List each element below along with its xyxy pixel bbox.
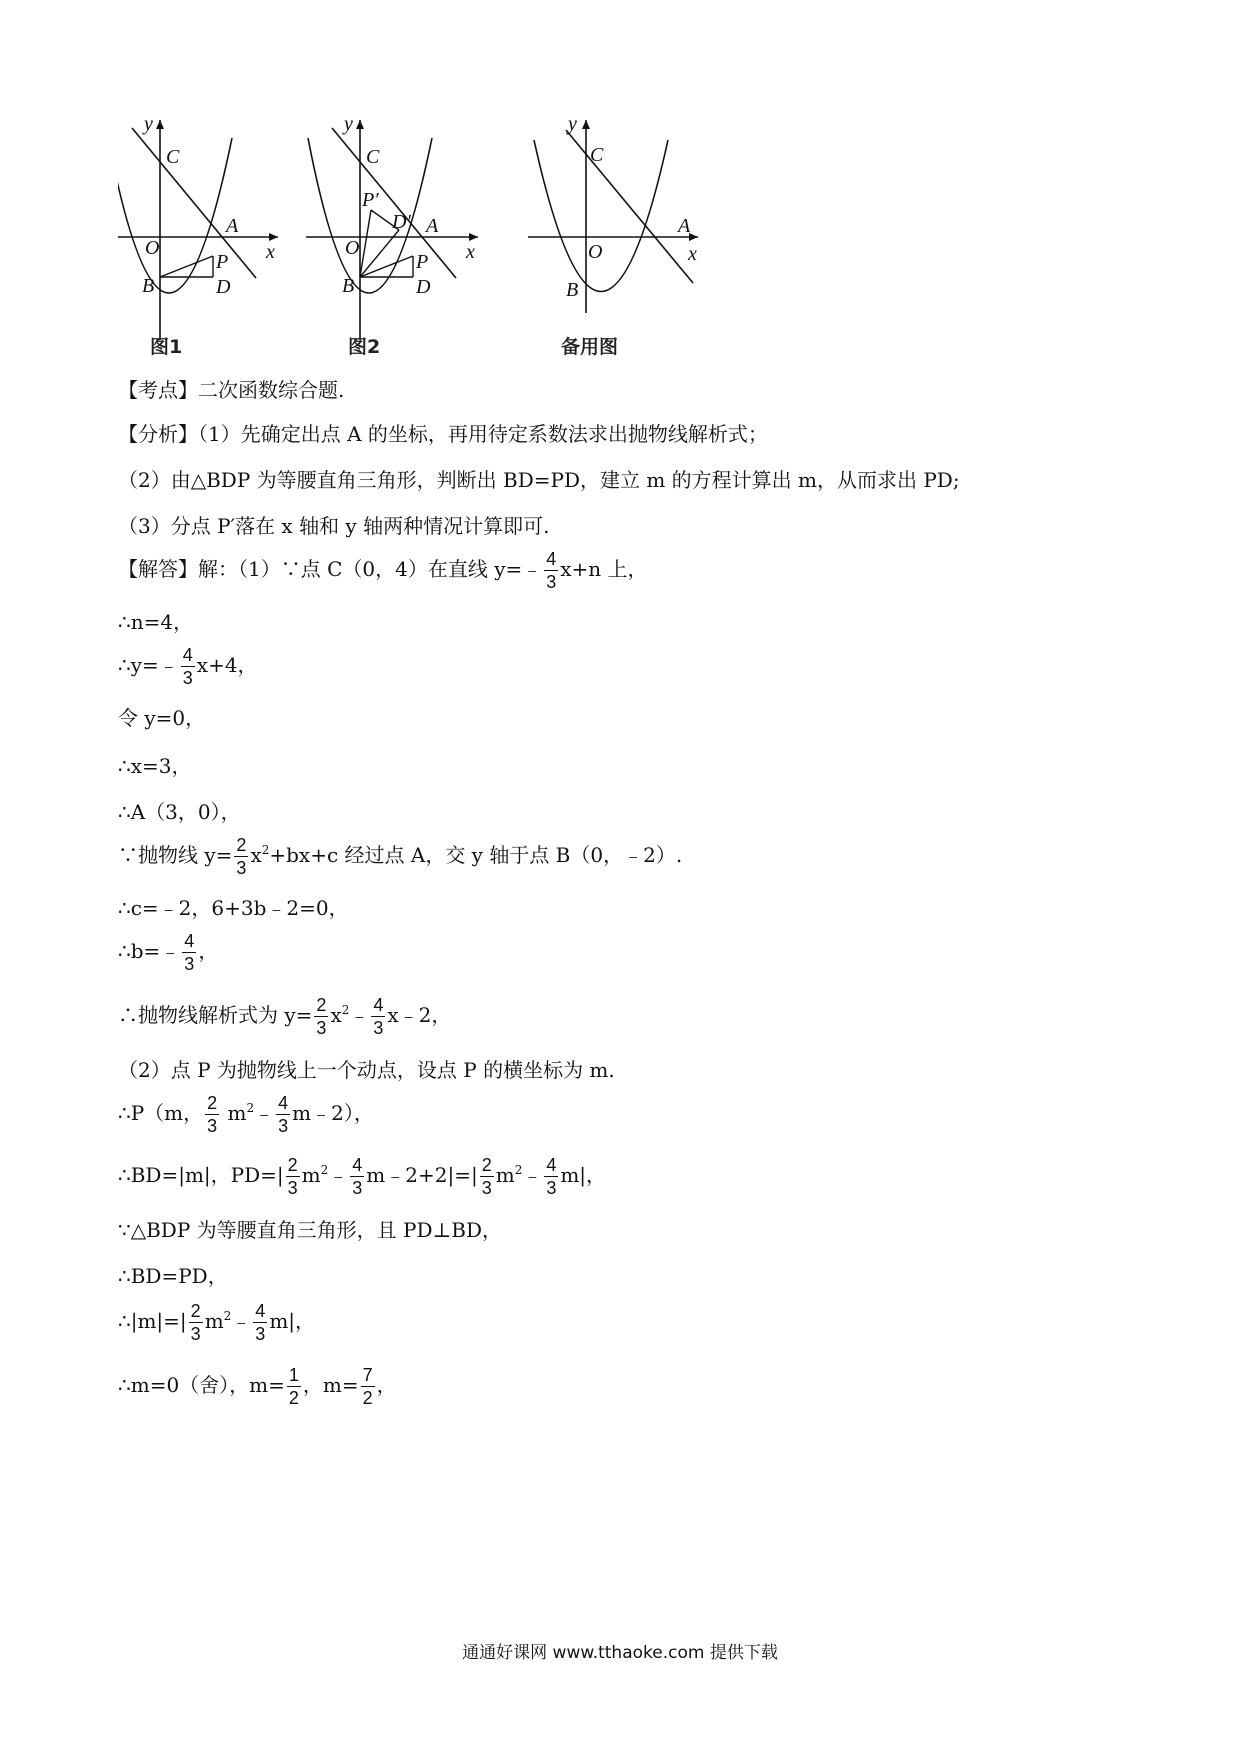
fig2-label-p: P bbox=[416, 251, 429, 273]
fig3-label-a: A bbox=[678, 215, 691, 237]
fig1-label-d: D bbox=[216, 276, 231, 298]
fig2-label-d-prime: D′ bbox=[392, 211, 411, 233]
fenxi-line: 【分析】（1）先确定出点 A 的坐标，再用待定系数法求出抛物线解析式； bbox=[118, 422, 768, 446]
figure-group bbox=[118, 118, 790, 402]
fig2-label-p-prime: P′ bbox=[362, 189, 379, 211]
step-x: ∴x=3， bbox=[118, 754, 192, 778]
fig1-label-c: C bbox=[166, 146, 180, 168]
step-point-p: ∴P（m， $\frac{2}{3}$ $m^2﹣$ $\frac{4}{3}$ m﹣2）， bbox=[118, 1093, 374, 1136]
step-bd-eq-pd: ∴BD=PD， bbox=[118, 1264, 228, 1288]
step-point-a: ∴A（3，0）， bbox=[118, 800, 241, 824]
fig1-label-o: O bbox=[145, 237, 160, 259]
fig2-label-y: y bbox=[344, 118, 353, 135]
fig3-label-c: C bbox=[590, 144, 604, 166]
fig2-label-x: x bbox=[466, 241, 475, 263]
fig3-label-b: B bbox=[566, 279, 579, 301]
step-let-y: 令 y=0， bbox=[118, 706, 206, 730]
fig1-label-a: A bbox=[226, 215, 239, 237]
step-b: ∴b=﹣ $\frac{4}{3}$ ， bbox=[118, 931, 219, 974]
step-line-eq: ∴y=﹣ $\frac{4}{3}$ x+4， bbox=[118, 645, 258, 688]
step-bd-pd: ∴BD=|m|，PD=| $\frac{2}{3}$ $m^2﹣$ $\frac{4}{3}$ m﹣2+2|=| $\frac{2}{3}$ $m^2﹣$ $\frac{4}{3}$ m|， bbox=[118, 1155, 607, 1198]
figure-3-caption: 备用图 bbox=[561, 336, 619, 358]
fig2-label-b: B bbox=[342, 275, 355, 297]
step-abs-eq: ∴|m|=| $\frac{2}{3}$ $m^2﹣$ $\frac{4}{3}$ m|， bbox=[118, 1301, 316, 1344]
figure-1-caption: 图1 bbox=[150, 336, 183, 358]
fig1-label-b: B bbox=[142, 275, 155, 297]
step-parabola: ∵抛物线 y= $\frac{2}{3}$ $x^2+bx+c$ 经过点 A，交 y 轴于点 B（0，﹣2）. bbox=[118, 835, 683, 878]
step-n: ∴n=4， bbox=[118, 610, 194, 634]
kaodian-line: 【考点】二次函数综合题. bbox=[118, 378, 345, 402]
fraction: $\frac{4}{3}$ bbox=[546, 549, 557, 592]
step-c: ∴c=﹣2，6+3b﹣2=0， bbox=[118, 896, 349, 920]
part-2: （2）点 P 为抛物线上一个动点，设点 P 的横坐标为 m. bbox=[118, 1058, 615, 1082]
fig2-label-a: A bbox=[426, 215, 439, 237]
step-m-solutions: ∴m=0（舍），m= $\frac{1}{2}$ ，m= $\frac{7}{2}$ ， bbox=[118, 1365, 397, 1408]
fenxi-line-3: （3）分点 P′落在 x 轴和 y 轴两种情况计算即可. bbox=[118, 514, 550, 538]
fig3-label-x: x bbox=[688, 243, 697, 265]
fig3-label-y: y bbox=[568, 118, 577, 135]
fig2-label-o: O bbox=[345, 237, 360, 259]
fenxi-line-2: （2）由△BDP 为等腰直角三角形，判断出 BD=PD，建立 m 的方程计算出 m，从而求出 PD; bbox=[118, 468, 960, 492]
fig2-label-c: C bbox=[366, 146, 380, 168]
step-isosceles: ∵△BDP 为等腰直角三角形，且 PD⊥BD， bbox=[118, 1218, 503, 1242]
fig1-label-y: y bbox=[144, 118, 153, 135]
fig2-label-d: D bbox=[416, 276, 431, 298]
figure-svg bbox=[118, 118, 790, 402]
page-footer: 通通好课网 www.tthaoke.com 提供下载 bbox=[462, 1643, 778, 1663]
jieda-line: 【解答】解：（1）∵点 C（0，4）在直线 y=﹣ $\frac{4}{3}$ x+n 上， bbox=[118, 549, 648, 592]
fig1-label-x: x bbox=[266, 241, 275, 263]
fig3-label-o: O bbox=[588, 241, 603, 263]
figure-1 bbox=[118, 118, 278, 358]
figure-2-caption: 图2 bbox=[348, 336, 381, 358]
figure-3 bbox=[528, 118, 698, 358]
fig1-label-p: P bbox=[216, 251, 229, 273]
figure-2 bbox=[306, 118, 478, 358]
step-parabola-expr: ∴抛物线解析式为 y= $\frac{2}{3}$ $x^2﹣$ $\frac{4}{3}$ x﹣2， bbox=[118, 995, 452, 1038]
